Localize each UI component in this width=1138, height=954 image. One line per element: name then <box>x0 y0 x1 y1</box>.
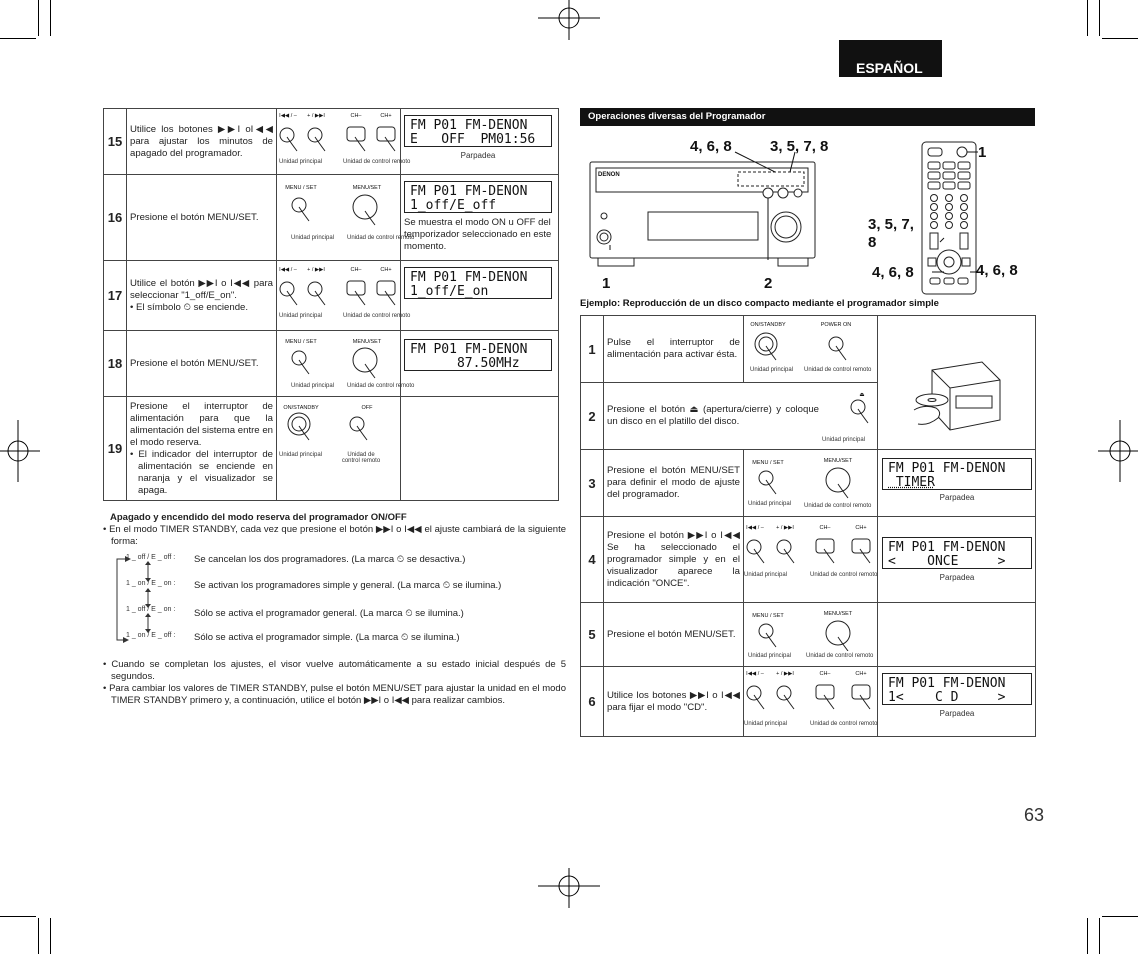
lcd-display: FM P01 FM-DENON 1_off/E_off <box>404 181 552 213</box>
right-steps-table <box>580 315 1036 737</box>
lcd-display: FM P01 FM-DENON 1_off/E_on <box>404 267 552 299</box>
brand-logo: DENON <box>598 172 620 178</box>
cycle-arrows <box>105 553 185 643</box>
power-button-icon <box>277 412 401 446</box>
hand-press-icon <box>744 533 878 571</box>
lcd-display: FM P01 FM-DENON 87.50MHz <box>404 339 552 371</box>
table-row: 18 Presione el botón MENU/SET. MENU / SET MENU/SET Unidad principal Unidad de control remoto FM P01 FM-DENON 87.50MHz <box>104 331 559 397</box>
table-row: 16 Presione el botón MENU/SET. MENU / SET MENU/SET Unidad principal Unidad de control remoto FM P01 FM-DENON 1_off/E_off Se muestra el modo ON u OFF del temporizador seleccionado en este momento. <box>104 175 559 261</box>
table-row: 6 Utilice los botones ▶▶I o I◀◀ para fijar el modo "CD". I◀◀ / – + / ▶▶I CH– CH+ Unidad principal Unidad de control remoto FM P01 FM-DENON 1< C D > Parpadea <box>581 667 1036 737</box>
table-row: 1 Pulse el interruptor de alimentación para activar ésta. ON/STANDBY POWER ON Unidad principal Unidad de control remoto <box>581 316 1036 383</box>
left-steps-table <box>103 108 559 501</box>
table-row: 19 Presione el interruptor de alimentación para que la alimentación del sistema entre en el modo reserva. • El indicador del interruptor de alimentación se enciende en naranja y el visualizador se apaga. ON/STANDBY OFF Unidad principal Unidad de control remoto <box>104 397 559 501</box>
language-tab: ESPAÑOL <box>839 40 942 77</box>
step-text: Utilice los botones ▶▶I oI◀◀ para ajustar los minutos de apagado del programador. <box>127 109 277 175</box>
table-row: 5 Presione el botón MENU/SET. MENU / SET MENU/SET Unidad principal Unidad de control remoto <box>581 603 1036 667</box>
note-1: • Cuando se completan los ajustes, el visor vuelve automáticamente a su estado inicial después de 5 segundos. <box>103 659 566 682</box>
section-header: Operaciones diversas del Programador <box>580 108 1035 126</box>
page-number: 63 <box>1024 805 1045 825</box>
display-cell: FM P01 FM-DENON E OFF PM01:56 Parpadea <box>401 109 559 175</box>
registration-mark-bottom <box>538 868 600 908</box>
registration-mark-top <box>538 0 600 40</box>
lcd-display: FM P01 FM-DENON 1< C D > <box>882 673 1032 705</box>
cd-loading-cell <box>878 316 1036 450</box>
hand-press-icon <box>744 679 878 717</box>
table-row: 2 Presione el botón ⏏ (apertura/cierre) y coloque un disco en el platillo del disco. ⏏ Unidad principal <box>581 383 1036 450</box>
lcd-display: FM P01 FM-DENON E OFF PM01:56 <box>404 115 552 147</box>
eject-button-icon <box>846 397 876 427</box>
menu-set-button-icon <box>277 346 401 380</box>
onoff-title: Apagado y encendido del modo reserva del programador ON/OFF <box>110 512 407 523</box>
lcd-display: FM P01 FM-DENON TIMER <box>882 458 1032 490</box>
step-buttons: I◀◀ / – + / ▶▶I CH– CH+ Unidad principal Unidad de control remoto <box>277 109 401 175</box>
example-title: Ejemplo: Reproducción de un disco compacto mediante el programador simple <box>580 298 939 309</box>
table-row: 4 Presione el botón ▶▶I o I◀◀ Se ha seleccionado el programador simple y en el visualizador aparece la indicación "ONCE". I◀◀ / – + / ▶▶I CH– CH+ Unidad principal Unidad de control remoto FM P01 FM-DENON < ONCE > Parpadea <box>581 517 1036 603</box>
onoff-intro: • En el modo TIMER STANDBY, cada vez que presione el botón ▶▶I o I◀◀ el ajuste cambiará de la siguiente forma: <box>103 524 566 547</box>
cd-loading-illustration <box>912 358 1004 438</box>
hand-press-icon <box>277 121 401 157</box>
step-number: 15 <box>104 109 127 175</box>
menu-set-button-icon <box>744 466 878 500</box>
registration-mark-right <box>1098 420 1138 482</box>
power-button-icon <box>744 330 878 364</box>
menu-set-button-icon <box>744 619 878 651</box>
lcd-display: FM P01 FM-DENON < ONCE > <box>882 537 1032 569</box>
note-2: • Para cambiar los valores de TIMER STANDBY, pulse el botón MENU/SET para ajustar la unidad en el modo TIMER STANDBY primero y, a continuación, utilice el botón ▶▶I o I◀◀ para realizar cambios. <box>103 683 567 706</box>
hand-press-icon <box>277 275 401 311</box>
table-row: 3 Presione el botón MENU/SET para definir el modo de ajuste del programador. MENU / SET MENU/SET Unidad principal Unidad de control remoto FM P01 FM-DENON TIMER Parpadea <box>581 450 1036 517</box>
table-row: 17 Utilice el botón ▶▶I o I◀◀ para seleccionar "1_off/E_on". • El símbolo ⏲ se enciende. I◀◀ / – + / ▶▶I CH– CH+ Unidad principal Unidad de control remoto FM P01 FM-DENON 1_off/E_on <box>104 261 559 331</box>
table-row <box>104 109 559 175</box>
registration-mark-left <box>0 420 40 482</box>
menu-set-button-icon <box>277 193 401 227</box>
